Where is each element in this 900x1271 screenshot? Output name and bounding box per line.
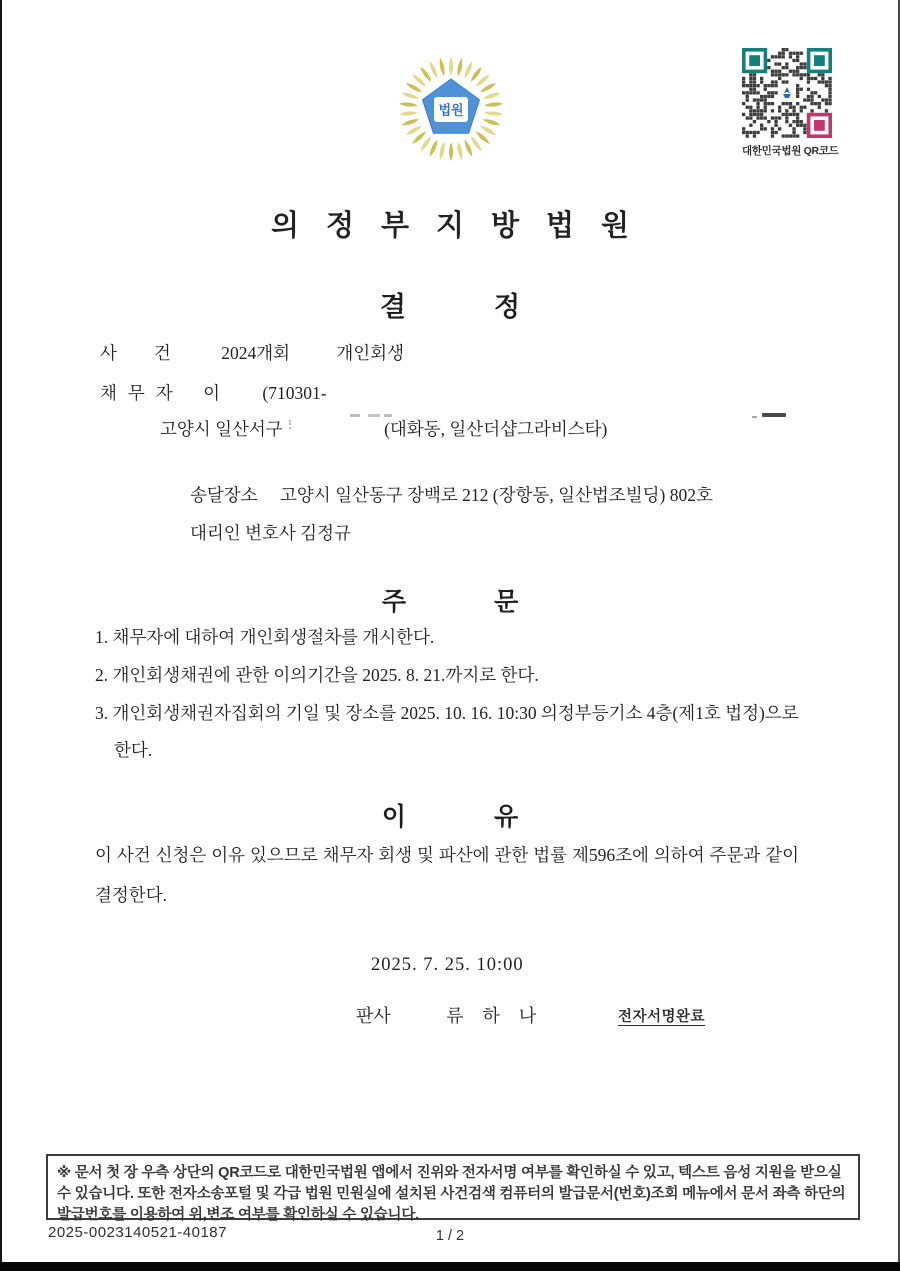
doc-type-title: 결정 (379, 292, 609, 322)
judge-label: 판사 (356, 1006, 391, 1026)
debtor-name: 이 (203, 383, 220, 403)
qr-code-icon (742, 48, 832, 138)
scan-edge-left (0, 0, 2, 1271)
order-heading: 주문 (381, 589, 607, 616)
case-type: 개인회생 (336, 343, 404, 363)
scan-edge-bottom (0, 1262, 900, 1271)
case-label: 사건 (100, 343, 208, 363)
representative: 대리인 변호사 김정규 (190, 523, 351, 543)
judge-name: 류하나 (446, 1006, 556, 1026)
case-number: 2024개회 (221, 343, 290, 363)
debtor-row (100, 380, 327, 405)
redaction-mark (752, 416, 757, 418)
redaction-mark (289, 420, 294, 429)
debtor-address: 고양시 일산서구 (160, 419, 283, 439)
qr-block (742, 48, 842, 158)
debtor-address-row (160, 416, 607, 441)
debtor-address-building: (대화동, 일산더샵그라비스타) (384, 419, 608, 439)
footer-notice: ※ 문서 첫 장 우측 상단의 QR코드로 대한민국법원 앱에서 진위와 전자서명 여부를 확인하실 수 있고, 텍스트 음성 지원을 받으실 수 있습니다. 또한 전자소송포털 및 각급 법원 민원실에 설치된 사건검색 컴퓨터의 발급문서(번호)조회 메뉴에서 문서 좌측 하단의 발급번호를 이용하여 위,변조 여부를 확인하실 수 있습니다. (57, 1165, 846, 1223)
service-label: 송달장소 (190, 485, 258, 505)
court-title: 의정부지방법원 (270, 210, 657, 242)
debtor-id: (710301- (262, 383, 327, 403)
case-row (100, 340, 404, 365)
court-emblem-icon (392, 56, 510, 164)
decision-datetime: 2025. 7. 25. 10:00 (371, 955, 524, 975)
issue-number: 2025-0023140521-40187 (48, 1224, 227, 1241)
service-address: 고양시 일산동구 장백로 212 (장항동, 일산법조빌딩) 802호 (280, 485, 713, 505)
reason-heading: 이유 (381, 804, 607, 831)
debtor-label: 채무자 (100, 383, 184, 403)
order-items (95, 619, 803, 770)
order-item-3: 3. 개인회생채권자집회의 기일 및 장소를 2025. 10. 16. 10:30 의정부등기소 4층(제1호 법정)으로 한다. (95, 703, 799, 760)
footer-notice-box (46, 1154, 860, 1223)
redaction-mark (350, 414, 392, 417)
emblem-text: 법원 (438, 102, 464, 118)
reason-body: 이 사건 신청은 이유 있으므로 채무자 회생 및 파산에 관한 법률 제596조에 의하여 주문과 같이 결정한다. (95, 845, 799, 905)
service-address-row (190, 482, 713, 507)
representative-row (190, 520, 351, 545)
page-number: 1 / 2 (435, 1228, 465, 1244)
esign-status: 전자서명완료 (618, 1009, 706, 1025)
order-item-1: 1. 채무자에 대하여 개인회생절차를 개시한다. (95, 627, 435, 647)
order-item-2: 2. 개인회생채권에 관한 이의기간을 2025. 8. 21.까지로 한다. (95, 665, 539, 685)
redaction-mark (762, 413, 786, 417)
qr-caption: 대한민국법원 QR코드 (742, 145, 839, 157)
